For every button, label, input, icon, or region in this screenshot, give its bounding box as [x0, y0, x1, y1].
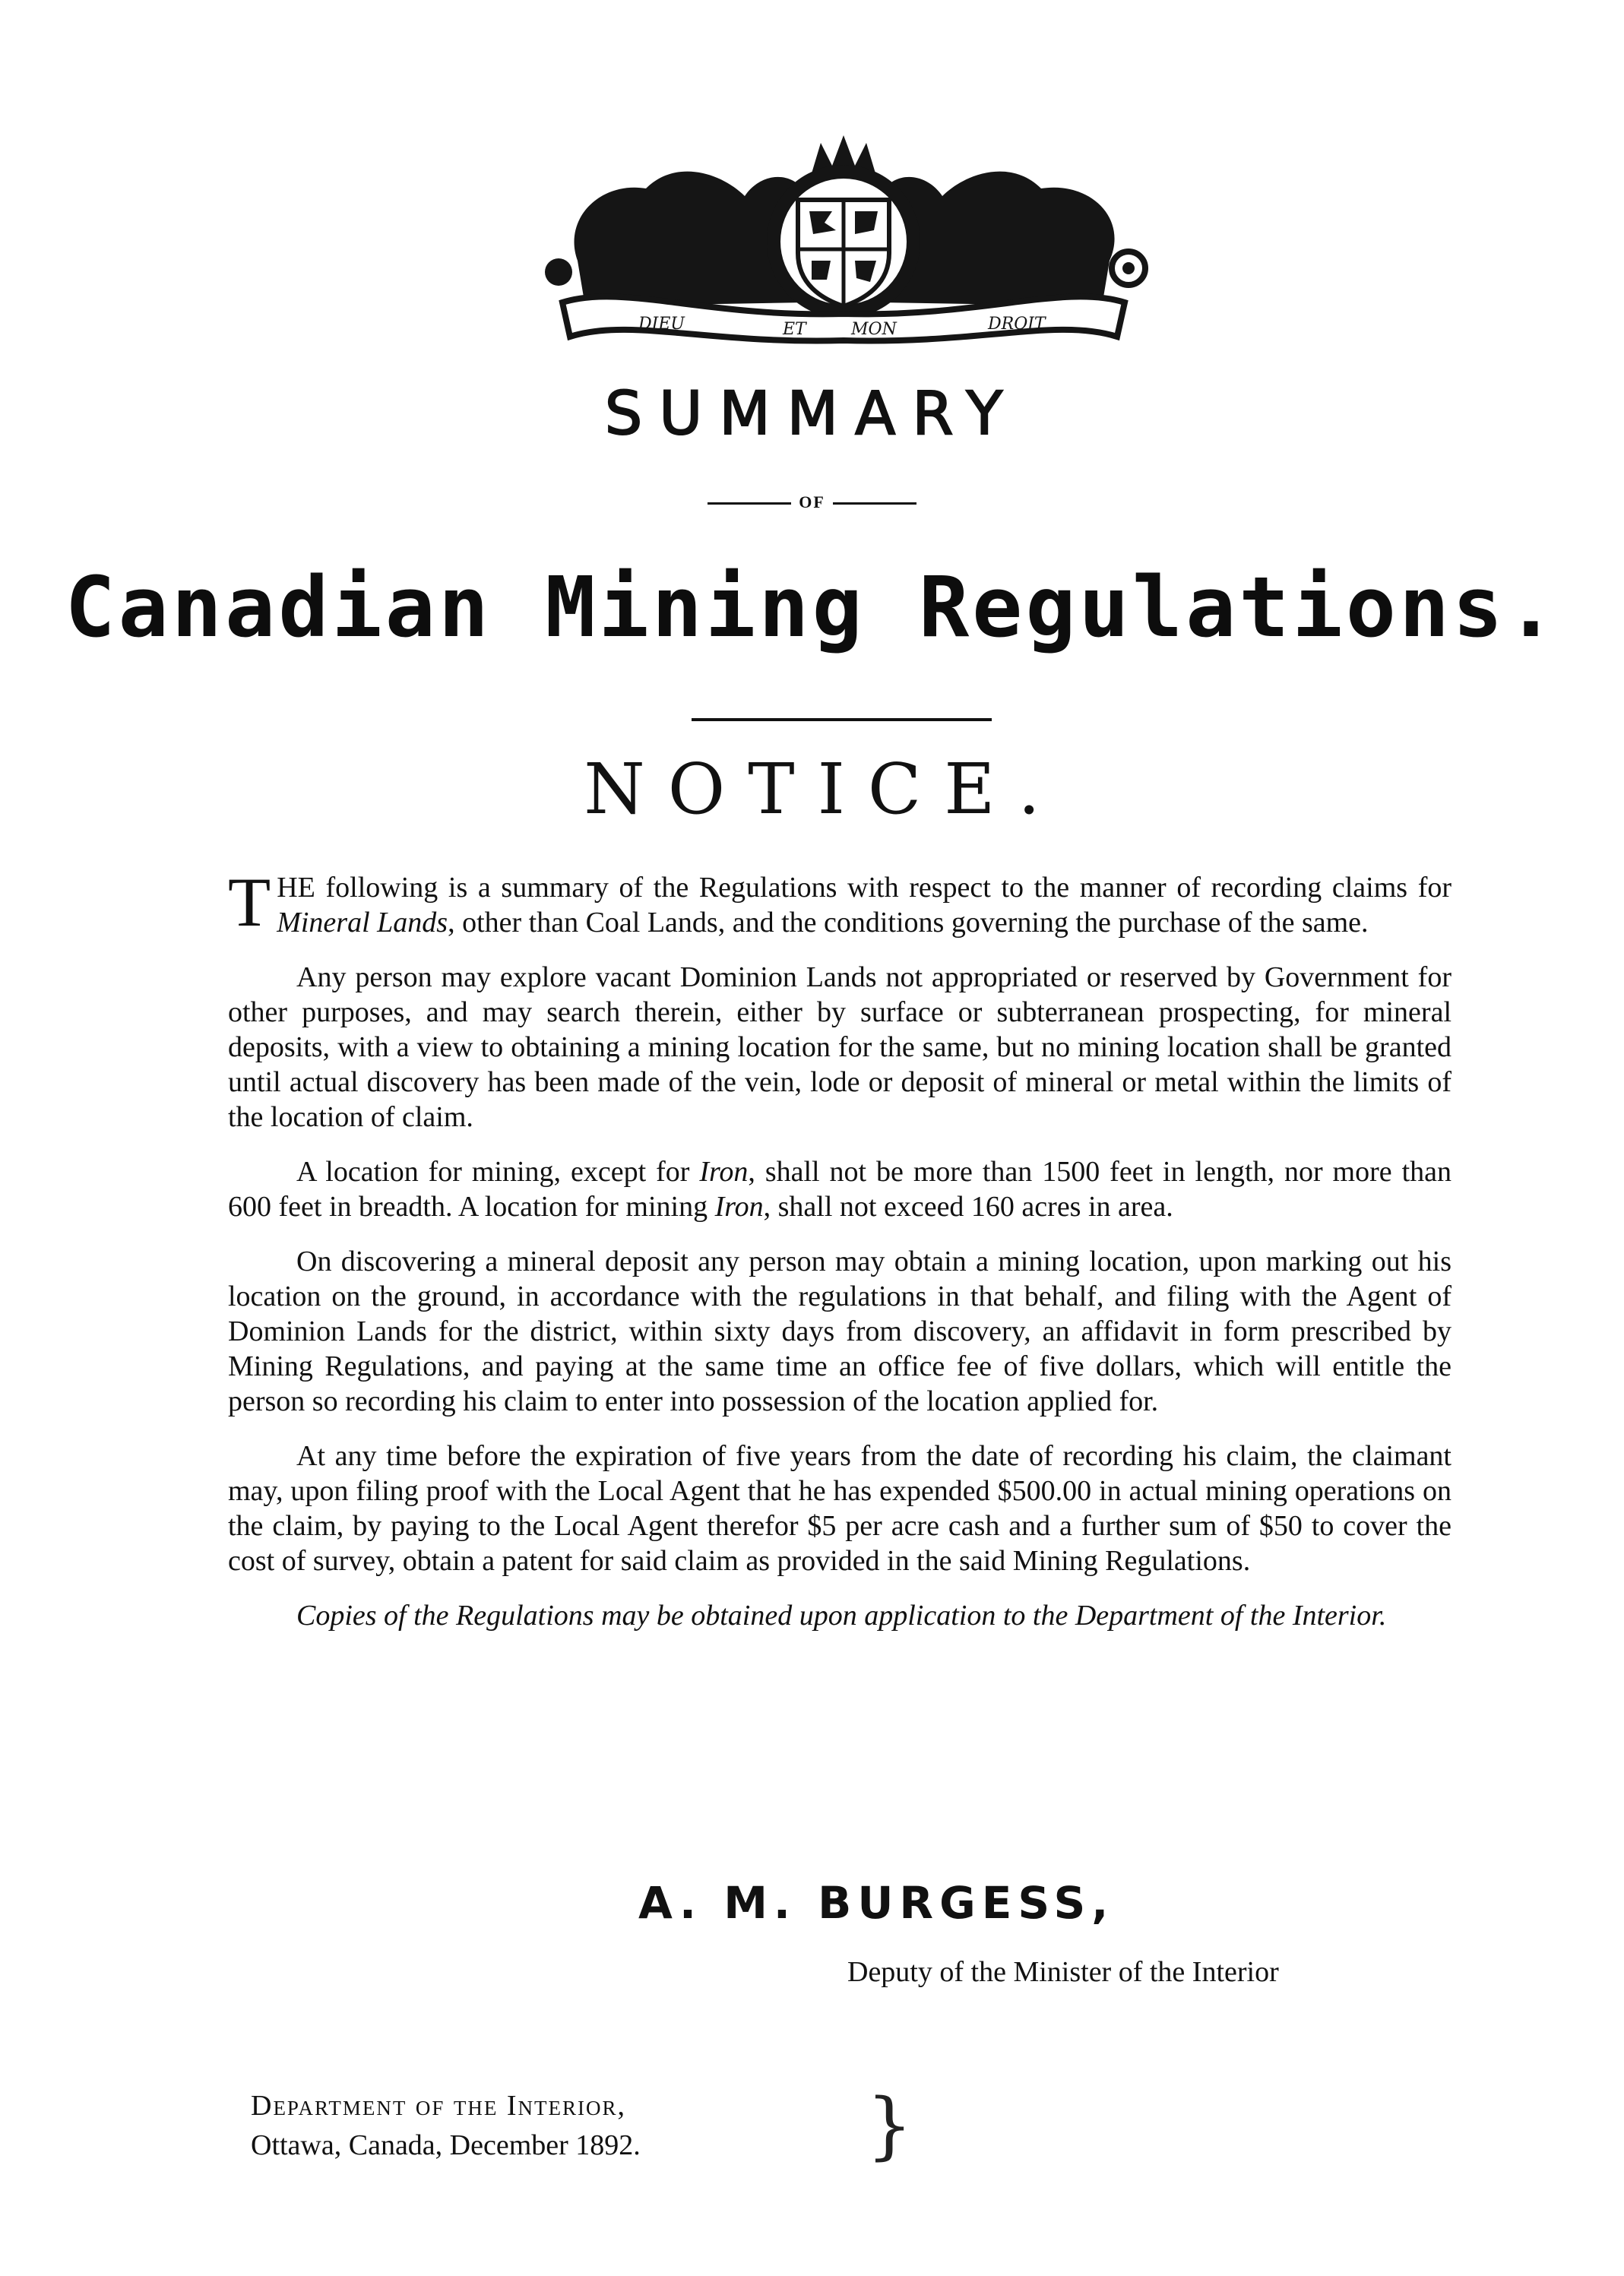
notice-word: NOTICE	[584, 749, 1018, 830]
intro-text-a: HE following is a summary of the Regulations with respect to the manner of recording claims for	[277, 872, 1451, 904]
signature-title: Deputy of the Minister of the Interior	[847, 1956, 1279, 1988]
paragraph-intro	[228, 863, 1451, 941]
of-separator	[0, 492, 1624, 512]
notice-dot: .	[1018, 749, 1040, 830]
department-address	[251, 2086, 641, 2165]
notice-heading	[0, 749, 1624, 830]
svg-text:ET: ET	[783, 320, 806, 339]
location-text-a: A location for mining, except for	[296, 1156, 700, 1188]
of-rule-left	[708, 502, 791, 505]
svg-text:MON: MON	[851, 320, 897, 339]
regulations-body	[228, 863, 1451, 1653]
department-line: Department of the Interior,	[251, 2090, 626, 2122]
mineral-lands-term: Mineral Lands	[277, 907, 448, 939]
of-label: OF	[799, 492, 825, 511]
paragraph-patent: At any time before the expiration of five years from the date of recording his claim, the claimant may, upon filing proof with the Local Agent that he has expended $500.00 in actual mining operations on the claim, by paying to the Local Agent therefor $5 per acre cash and a further sum of $50 to cover the cost of survey, obtain a patent for said claim as provided in the said Mining Regulations.	[228, 1440, 1451, 1577]
location-text-b: , shall not be more than 1500 feet in length, nor more than 600 feet in breadth. A location for mining	[228, 1156, 1451, 1223]
page-title: Canadian Mining Regulations.	[65, 559, 1559, 656]
address-brace: }	[866, 2083, 913, 2168]
intro-text-b: , other than Coal Lands, and the conditions governing the purchase of the same.	[448, 907, 1369, 939]
paragraph-exploration: Any person may explore vacant Dominion Lands not appropriated or reserved by Government for other purposes, and may search therein, either by surface or subterranean prospecting, for mineral deposits, with a view to obtaining a mining location for the same, but no mining location shall be granted until actual discovery has been made of the vein, lode or deposit of mineral or metal within the limits of the location of claim.	[228, 961, 1451, 1133]
location-text-c: , shall not exceed 160 acres in area.	[763, 1191, 1173, 1223]
summary-heading: SUMMARY	[604, 380, 1020, 448]
title-divider	[692, 718, 992, 721]
svg-text:DIEU: DIEU	[638, 315, 685, 334]
signature-name: A. M. BURGESS,	[638, 1877, 1115, 1929]
drop-cap: T	[228, 863, 271, 941]
of-rule-right	[833, 502, 916, 505]
paragraph-location-size	[228, 1154, 1451, 1224]
iron-term-2: Iron	[714, 1191, 764, 1223]
royal-coat-of-arms-icon	[532, 128, 1155, 356]
paragraph-copies: Copies of the Regulations may be obtained upon application to the Department of the Interior.	[296, 1600, 1387, 1632]
svg-text:DROIT: DROIT	[988, 315, 1046, 334]
place-date-line: Ottawa, Canada, December 1892.	[251, 2129, 641, 2161]
paragraph-discovery: On discovering a mineral deposit any person may obtain a mining location, upon marking out his location on the ground, in accordance with the regulations in that behalf, and filing with the Agent of Dominion Lands for the district, within sixty days from discovery, an affidavit in form prescribed by Mining Regulations, and paying at the same time an office fee of five dollars, which will entitle the person so recording his claim to enter into possession of the location applied for.	[228, 1246, 1451, 1417]
iron-term-1: Iron	[699, 1156, 749, 1188]
